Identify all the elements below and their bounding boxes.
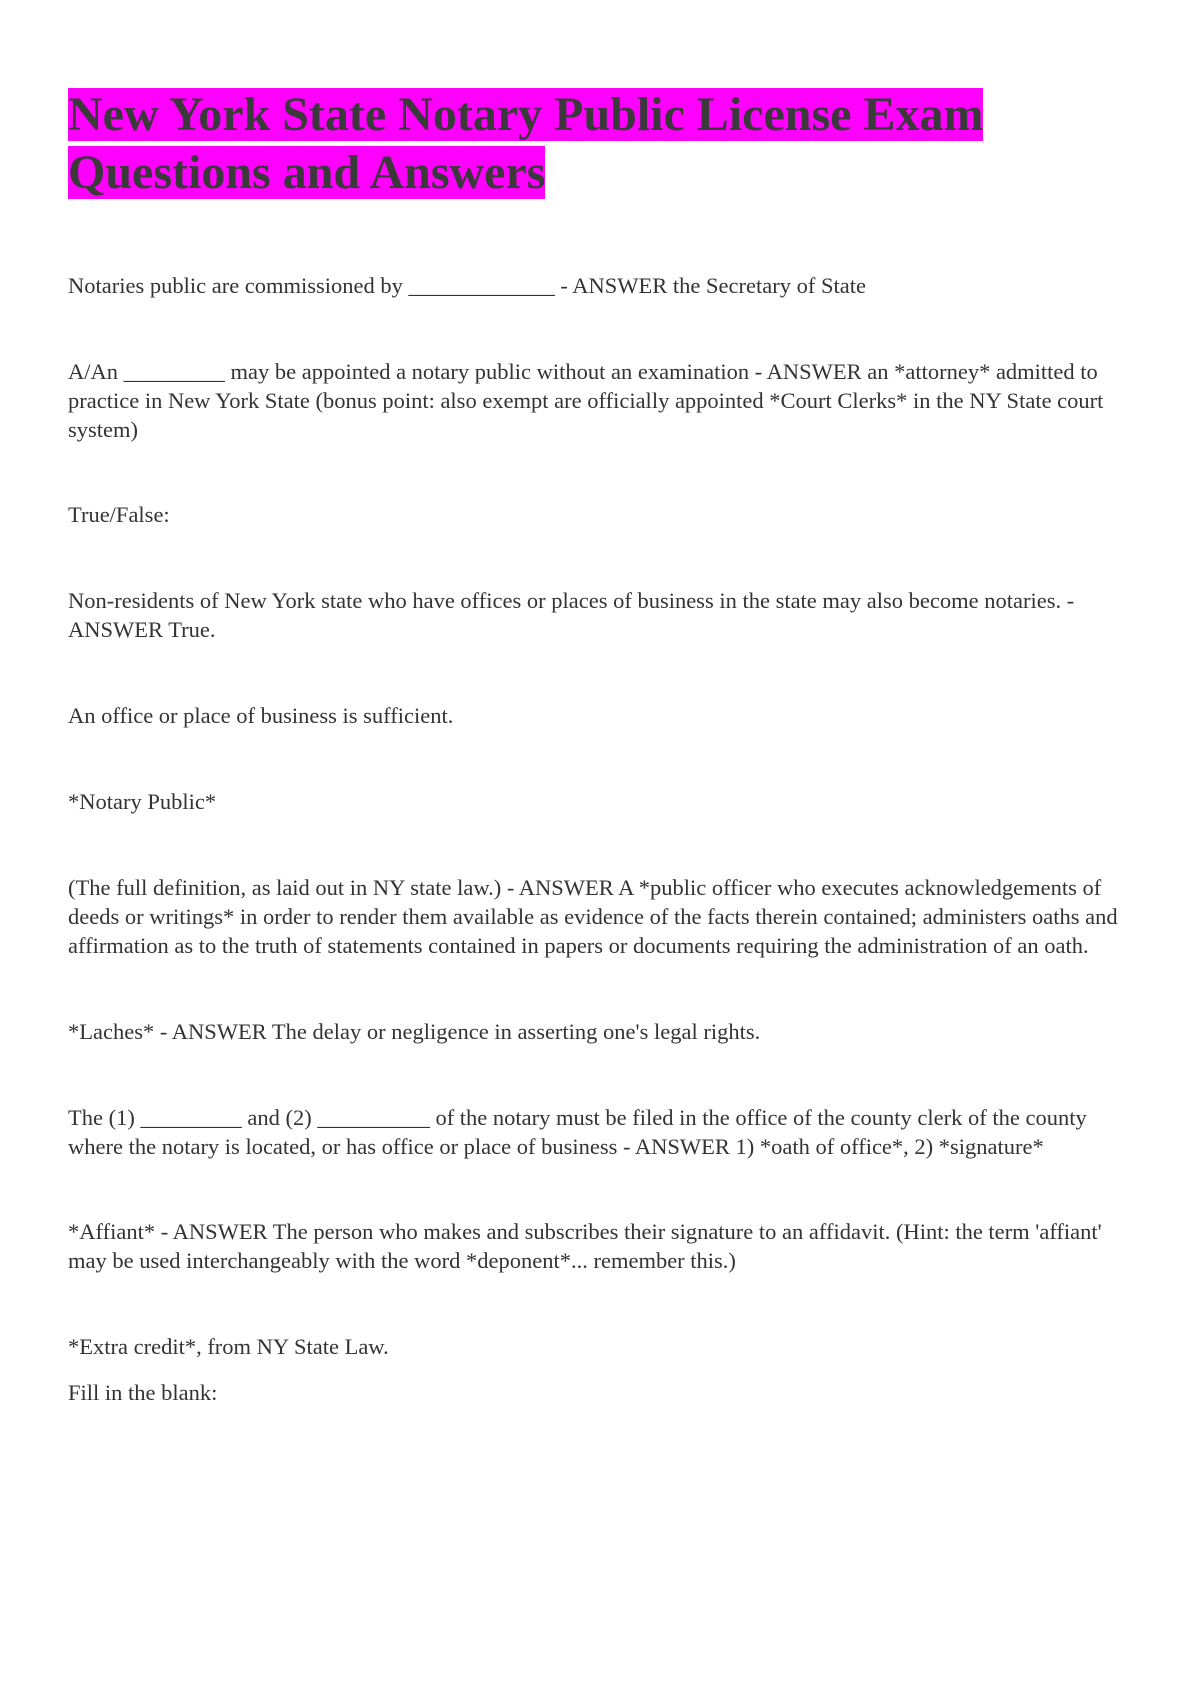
paragraph-extra-credit: *Extra credit*, from NY State Law. (68, 1334, 389, 1359)
paragraph-oath-signature: The (1) _________ and (2) __________ of the notary must be filed in the office of the county clerk of the county where the notary is located, or has office or place of business - ANSWER 1) *oath of office*, 2) *signature* (68, 1105, 1087, 1159)
document-title (68, 86, 1128, 202)
paragraph-affiant: *Affiant* - ANSWER The person who makes and subscribes their signature to an affidavit. (Hint: the term 'affiant' may be used interchangeably with the word *deponent*... remember this.) (68, 1219, 1102, 1273)
paragraph-office-sufficient: An office or place of business is sufficient. (68, 703, 454, 728)
paragraph-true-false: True/False: (68, 502, 170, 527)
document-page (68, 86, 1128, 1407)
paragraph-laches: *Laches* - ANSWER The delay or negligence in asserting one's legal rights. (68, 1019, 761, 1044)
title-highlight: New York State Notary Public License Exam Questions and Answers (68, 88, 984, 199)
paragraph-commissioned-by: Notaries public are commissioned by _____________ - ANSWER the Secretary of State (68, 273, 866, 298)
paragraph-fill-in-blank: Fill in the blank: (68, 1380, 218, 1405)
paragraph-non-residents: Non-residents of New York state who have offices or places of business in the state may also become notaries. - ANSWER True. (68, 588, 1075, 642)
paragraph-attorney-exemption: A/An _________ may be appointed a notary public without an examination - ANSWER an *attorney* admitted to practice in New York State (bonus point: also exempt are officially appointed *Court Clerks* in the NY State court system) (68, 359, 1104, 442)
paragraph-notary-definition: (The full definition, as laid out in NY state law.) - ANSWER A *public officer who executes acknowledgements of deeds or writings* in order to render them available as evidence of the facts therein contained; administers oaths and affirmation as to the truth of statements contained in papers or documents requiring the administration of an oath. (68, 875, 1118, 958)
paragraph-notary-public-term: *Notary Public* (68, 789, 217, 814)
